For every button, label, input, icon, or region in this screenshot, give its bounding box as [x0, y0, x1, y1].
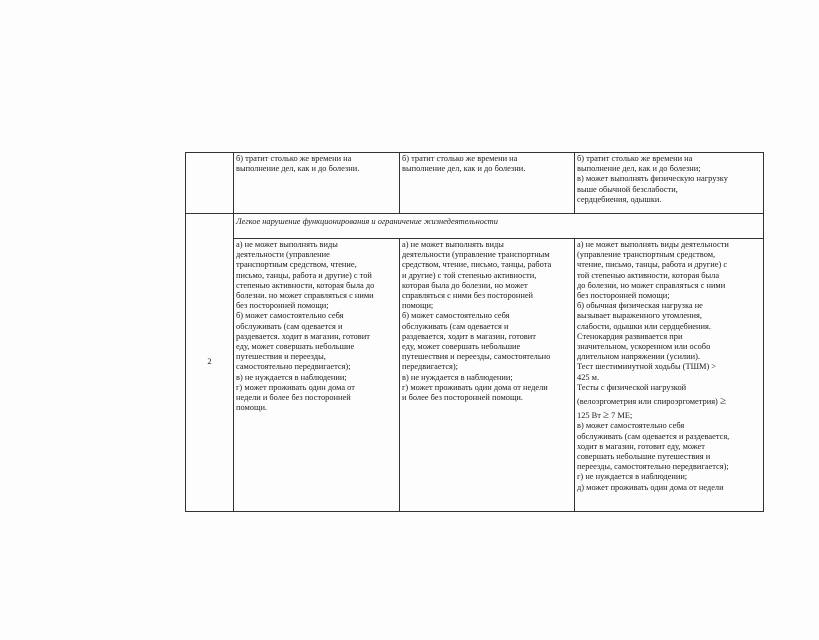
text-line: средством, чтение, письмо, танцы, работа — [402, 260, 552, 270]
ergometry-line — [577, 396, 761, 407]
text-line: выполнение дел, как и до болезни. — [402, 164, 526, 174]
text-line: выполнение дел, как и до болезни; — [577, 164, 701, 174]
text-line: раздевается. ходит в магазин, готовит — [236, 331, 370, 341]
text-line: недели и более без посторонней — [236, 393, 351, 403]
power-text: 125 Вт — [577, 411, 601, 421]
text-line: в) может выполнять физическую нагрузку — [577, 174, 728, 184]
text-line: сердцебиения, одышки. — [577, 194, 662, 204]
ge-symbol: ≥ — [719, 395, 726, 408]
text-line: г) не нуждается в наблюдении; — [577, 472, 688, 482]
text-line: деятельности (управление — [236, 250, 330, 260]
text-line: в) не нуждается в наблюдении; — [402, 372, 513, 382]
text-line: и другие) с той степенью активности, — [402, 270, 537, 280]
me-text: 7 МЕ; — [611, 411, 633, 421]
power-line — [577, 410, 761, 421]
text-line: до болезни, но может справляться с ними — [577, 280, 726, 290]
text-line: без посторонней помощи; — [236, 301, 329, 311]
text-line: б) может самостоятельно себя — [402, 311, 510, 321]
text-line: б) может самостоятельно себя — [236, 311, 344, 321]
text-line: б) обычная физическая нагрузка не — [577, 301, 703, 311]
text-line: выше обычной безслабости, — [577, 184, 678, 194]
text-line: письмо, танцы, работа и другие) с той — [236, 270, 372, 280]
table-row — [186, 214, 764, 239]
row-number-cell: 2 — [186, 214, 234, 512]
text-line: совершать небольшие путешествия и — [577, 452, 711, 462]
text-line: справляться с ними без посторонней — [402, 291, 534, 301]
text-line: транспортным средством, чтение, — [236, 260, 357, 270]
text-line: болезни. но может справляться с ними — [236, 291, 374, 301]
ge-symbol: ≥ — [603, 409, 610, 422]
text-line: деятельности (управление транспортным — [402, 250, 550, 260]
cell-col2 — [400, 153, 575, 214]
text-line: б) тратит столько же времени на — [577, 154, 693, 163]
text-line: слабости, одышки или сердцебиения. — [577, 321, 711, 331]
text-line: б) тратит столько же времени на — [402, 154, 518, 163]
text-line: без посторонней помощи; — [577, 291, 670, 301]
text-line: и более без посторонней помощи. — [402, 393, 523, 403]
text-line: помощи. — [236, 403, 268, 413]
text-line: выполнение дел, как и до болезни. — [236, 164, 360, 174]
criteria-table — [185, 152, 764, 512]
text-line: самостоятельно передвигается); — [236, 362, 351, 372]
ergometry-text: (велоэргометрия или спироэргометрия) — [577, 397, 718, 407]
cell-col2 — [400, 239, 575, 512]
text-line: еду, может совершать небольшие — [402, 342, 521, 352]
text-line: 425 м. — [577, 372, 600, 382]
text-line: путешествия и переезды, самостоятельно — [402, 352, 551, 362]
text-line: чтение, письмо, танцы, работа и другие) с — [577, 260, 728, 270]
text-line: в) может самостоятельно себя — [577, 421, 685, 431]
text-line: обслуживать (сам одевается и — [402, 321, 509, 331]
text-line: г) может проживать один дома от недели — [402, 382, 548, 392]
text-line: Тест шестиминутной ходьбы (ТШМ) > — [577, 362, 717, 372]
text-line: той степенью активности, которая была — [577, 270, 720, 280]
text-line: степенью активности, которая была до — [236, 280, 375, 290]
text-line: Стенокардия развивается при — [577, 331, 683, 341]
text-line: Тесты с физической нагрузкой — [577, 382, 687, 392]
cell-col3 — [575, 153, 764, 214]
row-number-cell — [186, 153, 234, 214]
text-line: путешествия и переезды, — [236, 352, 326, 362]
cell-col1 — [234, 153, 400, 214]
text-line: раздевается, ходит в магазин, готовит — [402, 331, 536, 341]
table-row — [186, 239, 764, 512]
text-line: а) не может выполнять виды — [402, 240, 504, 249]
text-line: д) может проживать один дома от недели — [577, 482, 724, 492]
text-line: ходит в магазин, готовит еду, может — [577, 441, 705, 451]
text-line: которая была до болезни, но может — [402, 280, 528, 290]
text-line: переезды, самостоятельно передвигается); — [577, 462, 729, 472]
text-line: (управление транспортным средством, — [577, 250, 716, 260]
text-line: еду, может совершать небольшие — [236, 342, 355, 352]
text-line: в) не нуждается в наблюдении; — [236, 372, 347, 382]
text-line: вызывает выраженного утомления, — [577, 311, 702, 321]
text-line: г) может проживать один дома от — [236, 382, 355, 392]
text-line: б) тратит столько же времени на — [236, 154, 352, 163]
cell-col3 — [575, 239, 764, 512]
text-line: значительном, ускоренном или особо — [577, 342, 711, 352]
col3-text-part2 — [577, 421, 761, 492]
cell-col1 — [234, 239, 400, 512]
text-line: обслуживать (сам одевается и — [236, 321, 343, 331]
text-line: обслуживать (сам одевается и раздевается, — [577, 431, 730, 441]
text-line: передвигается); — [402, 362, 459, 372]
section-heading: Легкое нарушение функционирования и ограничение жизнедеятельности — [234, 214, 764, 239]
text-line: помощи; — [402, 301, 434, 311]
text-line: а) не может выполнять виды — [236, 240, 338, 249]
text-line: длительном напряжении (усилии). — [577, 352, 700, 362]
col3-text-part1 — [577, 240, 761, 393]
table-row — [186, 153, 764, 214]
text-line: а) не может выполнять виды деятельности — [577, 240, 729, 249]
